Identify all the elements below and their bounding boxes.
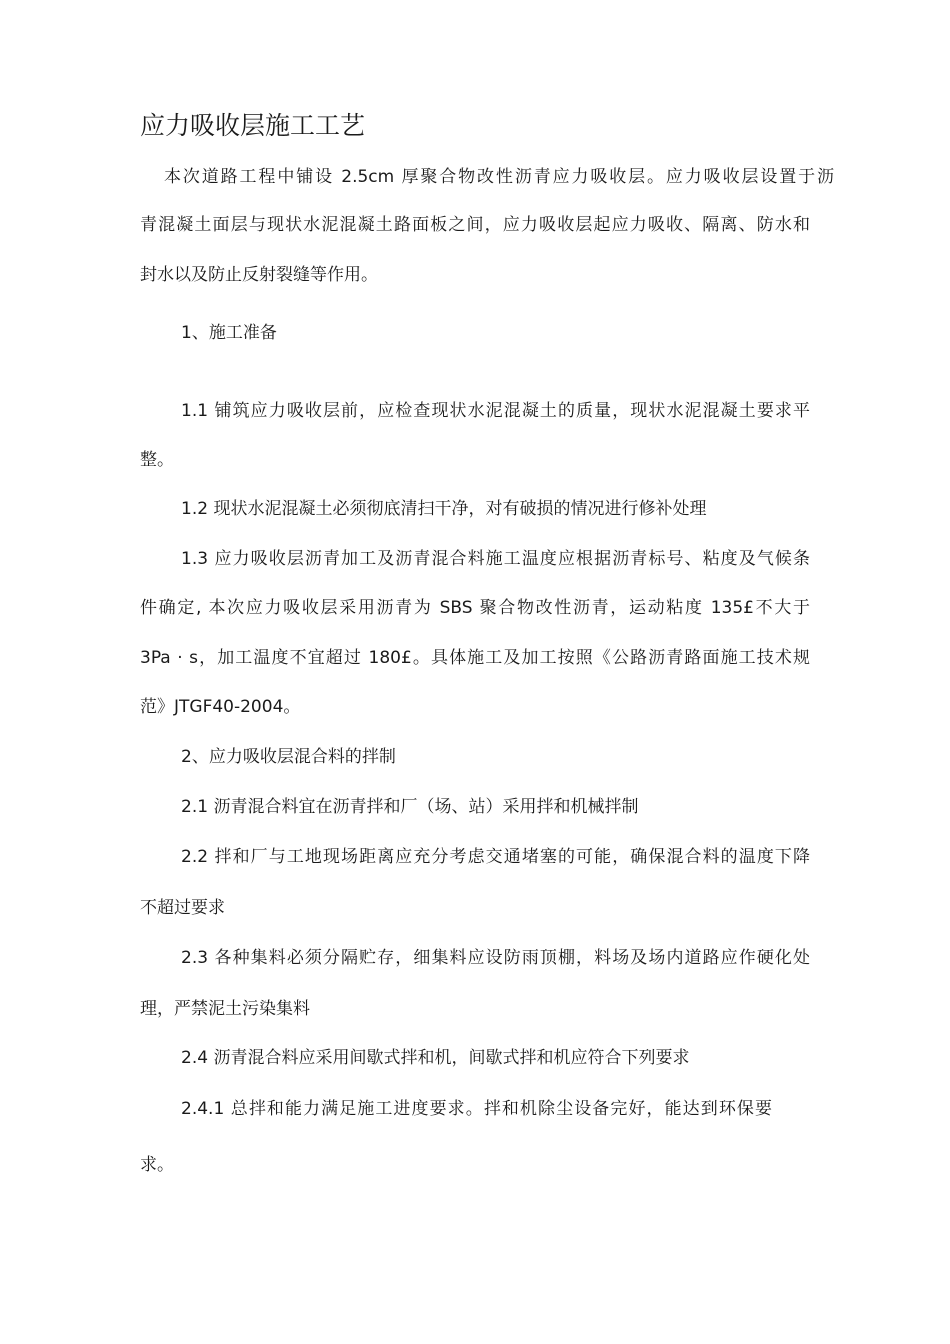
- paragraph-line: 青混凝土面层与现状水泥混凝土路面板之间，应力吸收层起应力吸收、隔离、防水和: [140, 215, 810, 235]
- paragraph-line: 求。: [140, 1155, 174, 1175]
- paragraph-line: 封水以及防止反射裂缝等作用。: [140, 265, 378, 285]
- paragraph-line: 2.3 各种集料必须分隔贮存，细集料应设防雨顶棚，料场及场内道路应作硬化处: [181, 948, 810, 968]
- paragraph-line: 本次道路工程中铺设 2.5cm 厚聚合物改性沥青应力吸收层。应力吸收层设置于沥: [164, 167, 834, 187]
- paragraph-line: 理，严禁泥土污染集料: [140, 999, 310, 1019]
- document-title: 应力吸收层施工工艺: [140, 111, 366, 140]
- paragraph-line: 1.1 铺筑应力吸收层前，应检查现状水泥混凝土的质量，现状水泥混凝土要求平: [181, 401, 810, 421]
- paragraph-line: 2.1 沥青混合料宜在沥青拌和厂（场、站）采用拌和机械拌制: [181, 797, 639, 817]
- paragraph-line: 1.3 应力吸收层沥青加工及沥青混合料施工温度应根据沥青标号、粘度及气候条: [181, 549, 810, 569]
- paragraph-line: 不超过要求: [140, 898, 225, 918]
- paragraph-line: 2.4 沥青混合料应采用间歇式拌和机，间歇式拌和机应符合下列要求: [181, 1048, 690, 1068]
- paragraph-line: 3Pa · s，加工温度不宜超过 180£。具体施工及加工按照《公路沥青路面施工技术规: [140, 648, 810, 668]
- paragraph-line: 2.4.1 总拌和能力满足施工进度要求。拌和机除尘设备完好，能达到环保要: [181, 1099, 772, 1119]
- paragraph-line: 1.2 现状水泥混凝土必须彻底清扫干净，对有破损的情况进行修补处理: [181, 499, 707, 519]
- section-heading: 1、施工准备: [181, 323, 277, 343]
- paragraph-line: 件确定, 本次应力吸收层采用沥青为 SBS 聚合物改性沥青，运动粘度 135£不大于: [140, 598, 810, 618]
- paragraph-line: 2.2 拌和厂与工地现场距离应充分考虑交通堵塞的可能，确保混合料的温度下降: [181, 847, 810, 867]
- paragraph-line: 范》JTGF40-2004。: [140, 697, 301, 717]
- paragraph-line: 整。: [140, 450, 174, 470]
- section-heading: 2、应力吸收层混合料的拌制: [181, 747, 396, 767]
